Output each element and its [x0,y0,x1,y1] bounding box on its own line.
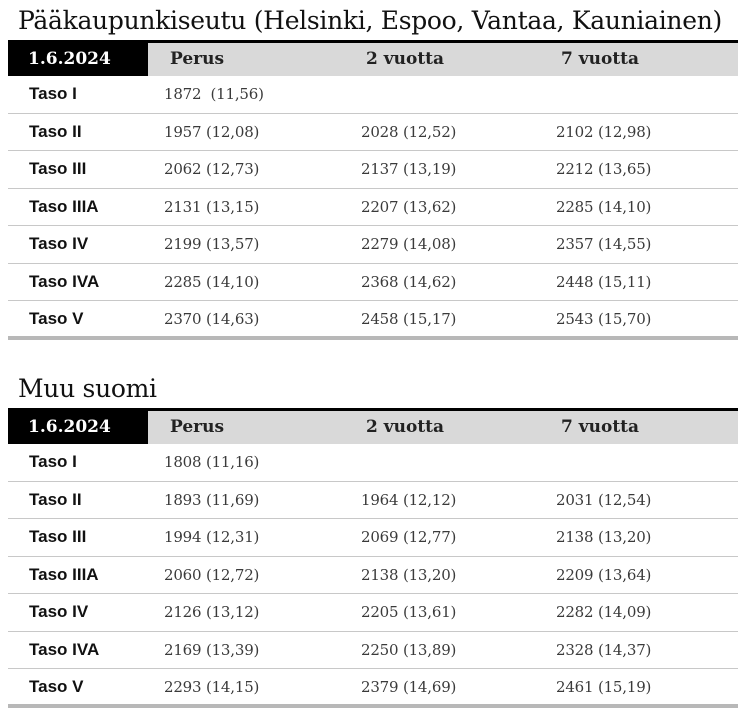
two-year-value: 2250 (13,89) [345,631,542,669]
table-row [8,631,738,669]
seven-year-value: 2138 (13,20) [542,519,738,557]
row-level-label: Taso V [8,669,148,707]
two-year-value: 2138 (13,20) [345,556,542,594]
salary-section-rest-of-finland [8,372,738,708]
seven-year-value: 2212 (13,65) [542,151,738,189]
perus-value: 2169 (13,39) [148,631,345,669]
column-header-7-vuotta: 7 vuotta [542,410,738,444]
row-level-label: Taso II [8,113,148,151]
perus-value: 1893 (11,69) [148,481,345,519]
row-level-label: Taso IVA [8,631,148,669]
row-level-label: Taso IIIA [8,556,148,594]
perus-value: 2285 (14,10) [148,263,345,301]
table-row [8,301,738,339]
row-level-label: Taso IVA [8,263,148,301]
two-year-value: 2379 (14,69) [345,669,542,707]
two-year-value: 2279 (14,08) [345,226,542,264]
table-row [8,151,738,189]
table-header-row [8,42,738,76]
perus-value: 2293 (14,15) [148,669,345,707]
date-header: 1.6.2024 [8,42,148,76]
perus-value: 1994 (12,31) [148,519,345,557]
two-year-value [345,76,542,114]
row-level-label: Taso I [8,76,148,114]
two-year-value: 2069 (12,77) [345,519,542,557]
seven-year-value [542,76,738,114]
column-header-perus: Perus [148,42,345,76]
seven-year-value: 2282 (14,09) [542,594,738,632]
table-row [8,519,738,557]
seven-year-value: 2328 (14,37) [542,631,738,669]
table-row [8,188,738,226]
row-level-label: Taso IV [8,226,148,264]
salary-section-capital-region [8,4,738,340]
seven-year-value: 2448 (15,11) [542,263,738,301]
table-row [8,76,738,114]
date-header: 1.6.2024 [8,410,148,444]
perus-value: 2370 (14,63) [148,301,345,339]
row-level-label: Taso III [8,519,148,557]
perus-value: 2126 (13,12) [148,594,345,632]
perus-value: 2131 (13,15) [148,188,345,226]
column-header-2-vuotta: 2 vuotta [345,42,542,76]
seven-year-value [542,444,738,482]
table-row [8,594,738,632]
section-title: Pääkaupunkiseutu (Helsinki, Espoo, Vantaa, Kauniainen) [18,6,722,35]
perus-value: 1808 (11,16) [148,444,345,482]
row-level-label: Taso IIIA [8,188,148,226]
column-header-7-vuotta: 7 vuotta [542,42,738,76]
seven-year-value: 2209 (13,64) [542,556,738,594]
row-level-label: Taso I [8,444,148,482]
seven-year-value: 2285 (14,10) [542,188,738,226]
table-row [8,263,738,301]
seven-year-value: 2461 (15,19) [542,669,738,707]
row-level-label: Taso II [8,481,148,519]
table-row [8,481,738,519]
perus-value: 1872 (11,56) [148,76,345,114]
perus-value: 2199 (13,57) [148,226,345,264]
seven-year-value: 2543 (15,70) [542,301,738,339]
row-level-label: Taso III [8,151,148,189]
salary-table [8,40,738,340]
seven-year-value: 2357 (14,55) [542,226,738,264]
section-title: Muu suomi [18,374,157,403]
two-year-value: 1964 (12,12) [345,481,542,519]
table-row [8,669,738,707]
column-header-2-vuotta: 2 vuotta [345,410,542,444]
column-header-perus: Perus [148,410,345,444]
perus-value: 2062 (12,73) [148,151,345,189]
two-year-value: 2458 (15,17) [345,301,542,339]
two-year-value: 2368 (14,62) [345,263,542,301]
seven-year-value: 2031 (12,54) [542,481,738,519]
salary-table [8,408,738,708]
row-level-label: Taso IV [8,594,148,632]
perus-value: 1957 (12,08) [148,113,345,151]
table-row [8,113,738,151]
two-year-value: 2205 (13,61) [345,594,542,632]
row-level-label: Taso V [8,301,148,339]
two-year-value [345,444,542,482]
table-row [8,226,738,264]
two-year-value: 2207 (13,62) [345,188,542,226]
table-row [8,444,738,482]
two-year-value: 2028 (12,52) [345,113,542,151]
two-year-value: 2137 (13,19) [345,151,542,189]
table-row [8,556,738,594]
perus-value: 2060 (12,72) [148,556,345,594]
table-header-row [8,410,738,444]
seven-year-value: 2102 (12,98) [542,113,738,151]
